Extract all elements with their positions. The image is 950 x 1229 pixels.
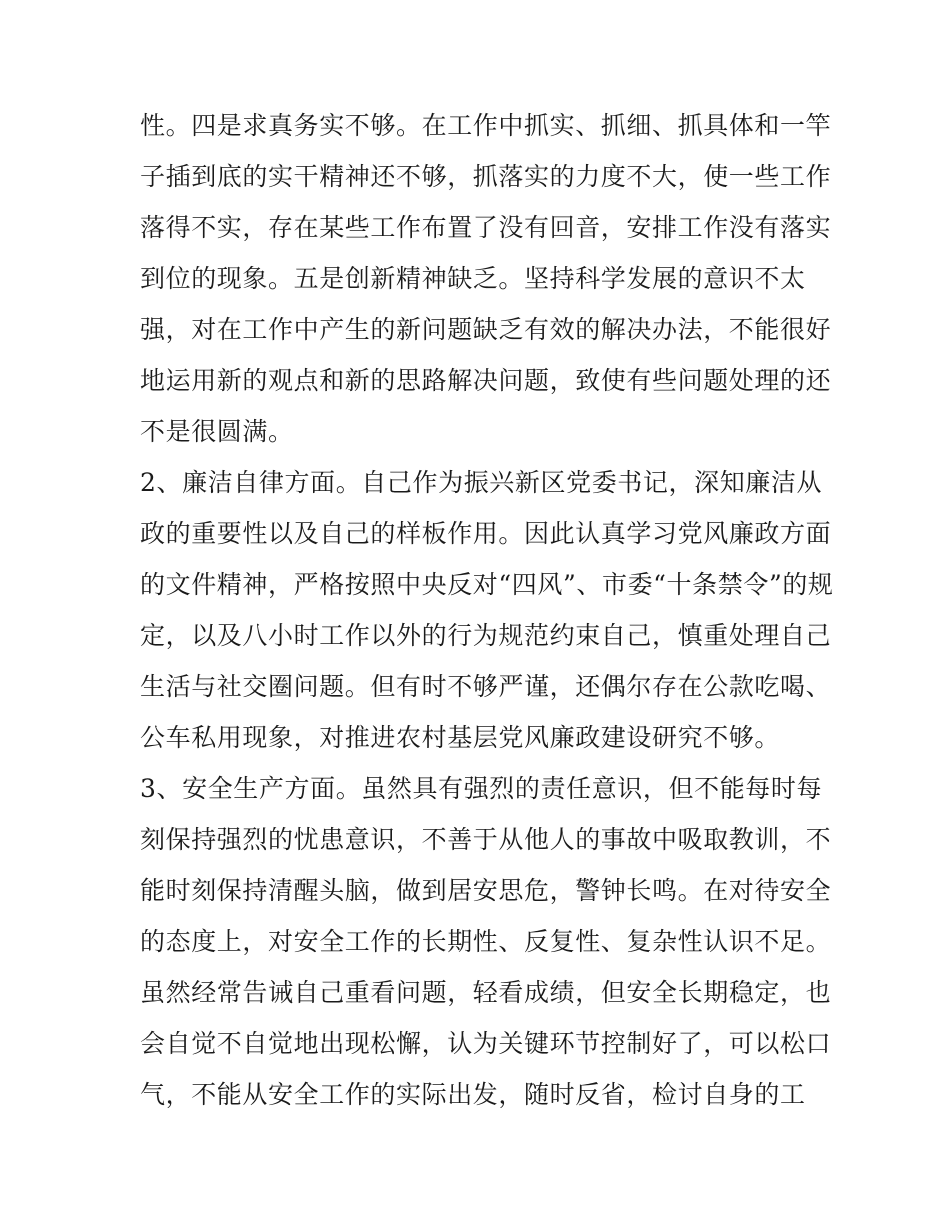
- text-line: 强，对在工作中产生的新问题缺乏有效的解决办法，不能很好: [140, 315, 832, 344]
- text-line: 3、安全生产方面。虽然具有强烈的责任意识，但不能每时每: [140, 774, 823, 803]
- text-line: 定，以及八小时工作以外的行为规范约束自己，慎重处理自己: [140, 621, 832, 650]
- text-line: 政的重要性以及自己的样板作用。因此认真学习党风廉政方面: [140, 519, 832, 548]
- text-line: 落得不实，存在某些工作布置了没有回音，安排工作没有落实: [140, 213, 832, 242]
- text-line: 性。四是求真务实不够。在工作中抓实、抓细、抓具体和一竿: [140, 111, 832, 140]
- text-line: 气，不能从安全工作的实际出发，随时反省，检讨自身的工: [140, 1080, 806, 1109]
- text-line: 的文件精神，严格按照中央反对“四风”、市委“十条禁令”的规: [140, 570, 834, 599]
- text-line: 会自觉不自觉地出现松懈，认为关键环节控制好了，可以松口: [140, 1029, 832, 1058]
- body-text: [140, 100, 834, 1120]
- text-line: 到位的现象。五是创新精神缺乏。坚持科学发展的意识不太: [140, 264, 806, 293]
- text-line: 生活与社交圈问题。但有时不够严谨，还偶尔存在公款吃喝、: [140, 672, 832, 701]
- text-line: 2、廉洁自律方面。自己作为振兴新区党委书记，深知廉洁从: [140, 468, 823, 497]
- text-line: 刻保持强烈的忧患意识，不善于从他人的事故中吸取教训，不: [140, 825, 832, 854]
- text-line: 不是很圆满。: [140, 417, 294, 446]
- text-line: 能时刻保持清醒头脑，做到居安思危，警钟长鸣。在对待安全: [140, 876, 832, 905]
- text-line: 虽然经常告诫自己重看问题，轻看成绩，但安全长期稳定，也: [140, 978, 832, 1007]
- text-line: 地运用新的观点和新的思路解决问题，致使有些问题处理的还: [140, 366, 832, 395]
- text-line: 公车私用现象，对推进农村基层党风廉政建设研究不够。: [140, 723, 781, 752]
- text-line: 子插到底的实干精神还不够，抓落实的力度不大，使一些工作: [140, 162, 832, 191]
- text-line: 的态度上，对安全工作的长期性、反复性、复杂性认识不足。: [140, 927, 832, 956]
